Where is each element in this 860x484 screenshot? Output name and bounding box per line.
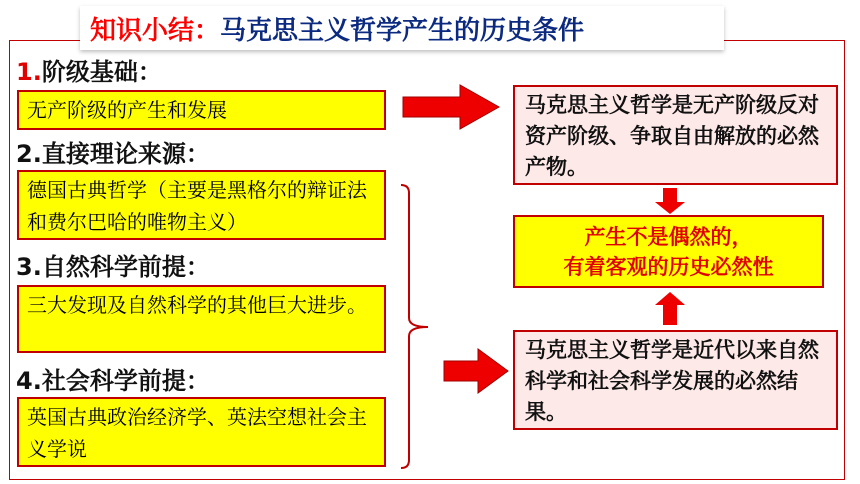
title-main: 马克思主义哲学产生的历史条件 (220, 15, 585, 46)
section-label: 社会科学前提： (41, 367, 210, 395)
section-number: 4. (16, 367, 42, 395)
arrow-right-icon (444, 349, 508, 393)
section-number: 2. (16, 140, 42, 168)
arrow-up-icon (655, 292, 685, 325)
section-label: 自然科学前提： (41, 253, 210, 281)
arrow-right-icon (403, 85, 499, 129)
section-content-box-2: 德国古典哲学（主要是黑格尔的辩证法和费尔巴哈的唯物主义） (17, 170, 386, 240)
section-content-box-1: 无产阶级的产生和发展 (17, 90, 386, 130)
arrow-down-icon (655, 188, 685, 214)
conclusion-box-top: 马克思主义哲学是无产阶级反对资产阶级、争取自由解放的必然产物。 (513, 85, 838, 185)
center-line-2: 有着客观的历史必然性 (563, 255, 774, 279)
center-line-1: 产生不是偶然的， (584, 225, 753, 249)
section-content-box-3: 三大发现及自然科学的其他巨大进步。 (17, 285, 386, 353)
bracket-brace (401, 185, 428, 468)
section-content-box-4: 英国古典政治经济学、英法空想社会主义学说 (17, 397, 386, 467)
section-label: 直接理论来源： (41, 140, 210, 168)
title-prefix: 知识小结： (90, 15, 221, 46)
section-number: 3. (16, 253, 42, 281)
section-label: 阶级基础： (41, 58, 162, 86)
section-number: 1. (16, 58, 42, 86)
conclusion-box-bottom: 马克思主义哲学是近代以来自然科学和社会科学发展的必然结果。 (513, 330, 838, 430)
